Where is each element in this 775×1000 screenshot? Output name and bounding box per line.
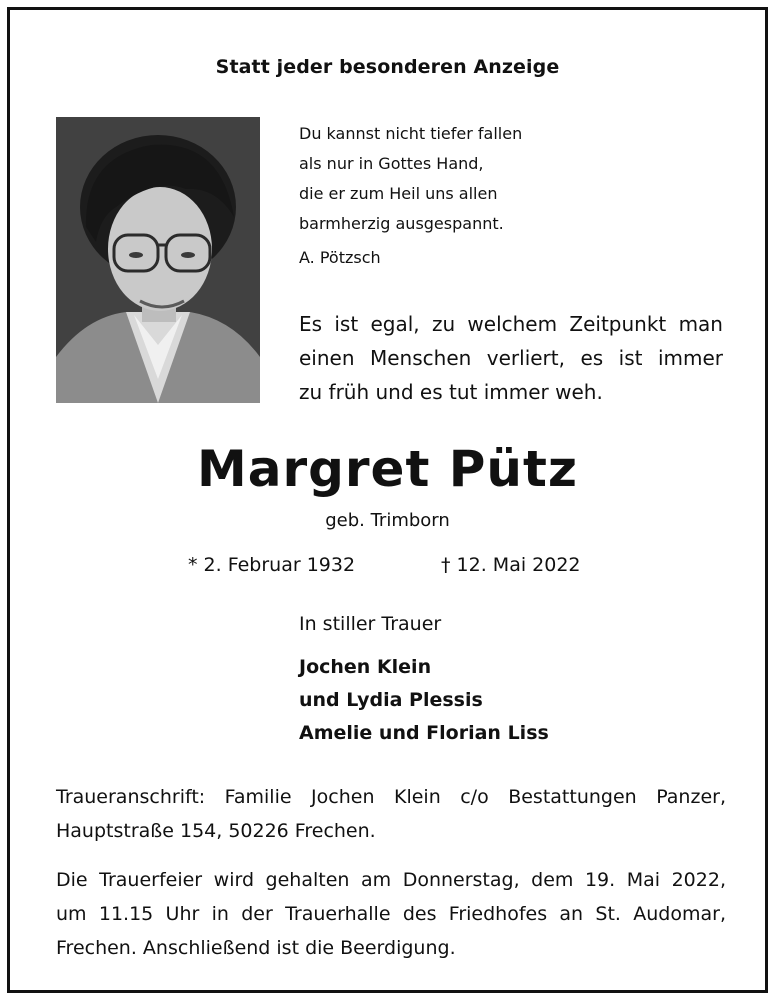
poem <box>299 119 729 273</box>
deceased-name: Margret Pütz <box>196 440 579 498</box>
mourner: Jochen Klein <box>299 656 432 678</box>
quote <box>299 307 723 409</box>
portrait-illustration <box>56 117 260 403</box>
portrait-photo <box>56 117 260 403</box>
funeral-service-info <box>56 863 726 965</box>
address-line: Traueranschrift: Familie Jochen Klein c/o Bestattungen Panzer, <box>56 786 726 808</box>
address-line: Hauptstraße 154, 50226 Frechen. <box>56 820 376 842</box>
quote-line: einen Menschen verliert, es ist immer <box>299 346 723 370</box>
poem-line: als nur in Gottes Hand, <box>299 154 484 173</box>
poem-line: die er zum Heil uns allen <box>299 184 498 203</box>
service-line: um 11.15 Uhr in der Trauerhalle des Friedhofes an St. Audomar, <box>56 903 726 925</box>
service-line: Frechen. Anschließend ist die Beerdigung. <box>56 937 456 959</box>
poem-line: barmherzig ausgespannt. <box>299 214 504 233</box>
notice-heading: Statt jeder besonderen Anzeige <box>215 56 560 78</box>
death-date: † 12. Mai 2022 <box>441 554 581 576</box>
service-line: Die Trauerfeier wird gehalten am Donnerstag, dem 19. Mai 2022, <box>56 869 726 891</box>
birth-date: * 2. Februar 1932 <box>188 554 356 576</box>
quote-line: Es ist egal, zu welchem Zeitpunkt man <box>299 312 723 336</box>
mourner: Amelie und Florian Liss <box>299 722 549 744</box>
maiden-name: geb. Trimborn <box>325 510 450 531</box>
obituary-notice <box>7 7 768 993</box>
quote-line: zu früh und es tut immer weh. <box>299 380 603 404</box>
mourning-address <box>56 780 726 848</box>
poem-author: A. Pötzsch <box>299 248 381 267</box>
mourner: und Lydia Plessis <box>299 689 483 711</box>
mourning-label: In stiller Trauer <box>299 613 442 635</box>
poem-line: Du kannst nicht tiefer fallen <box>299 124 523 143</box>
mourners-list <box>299 651 549 750</box>
